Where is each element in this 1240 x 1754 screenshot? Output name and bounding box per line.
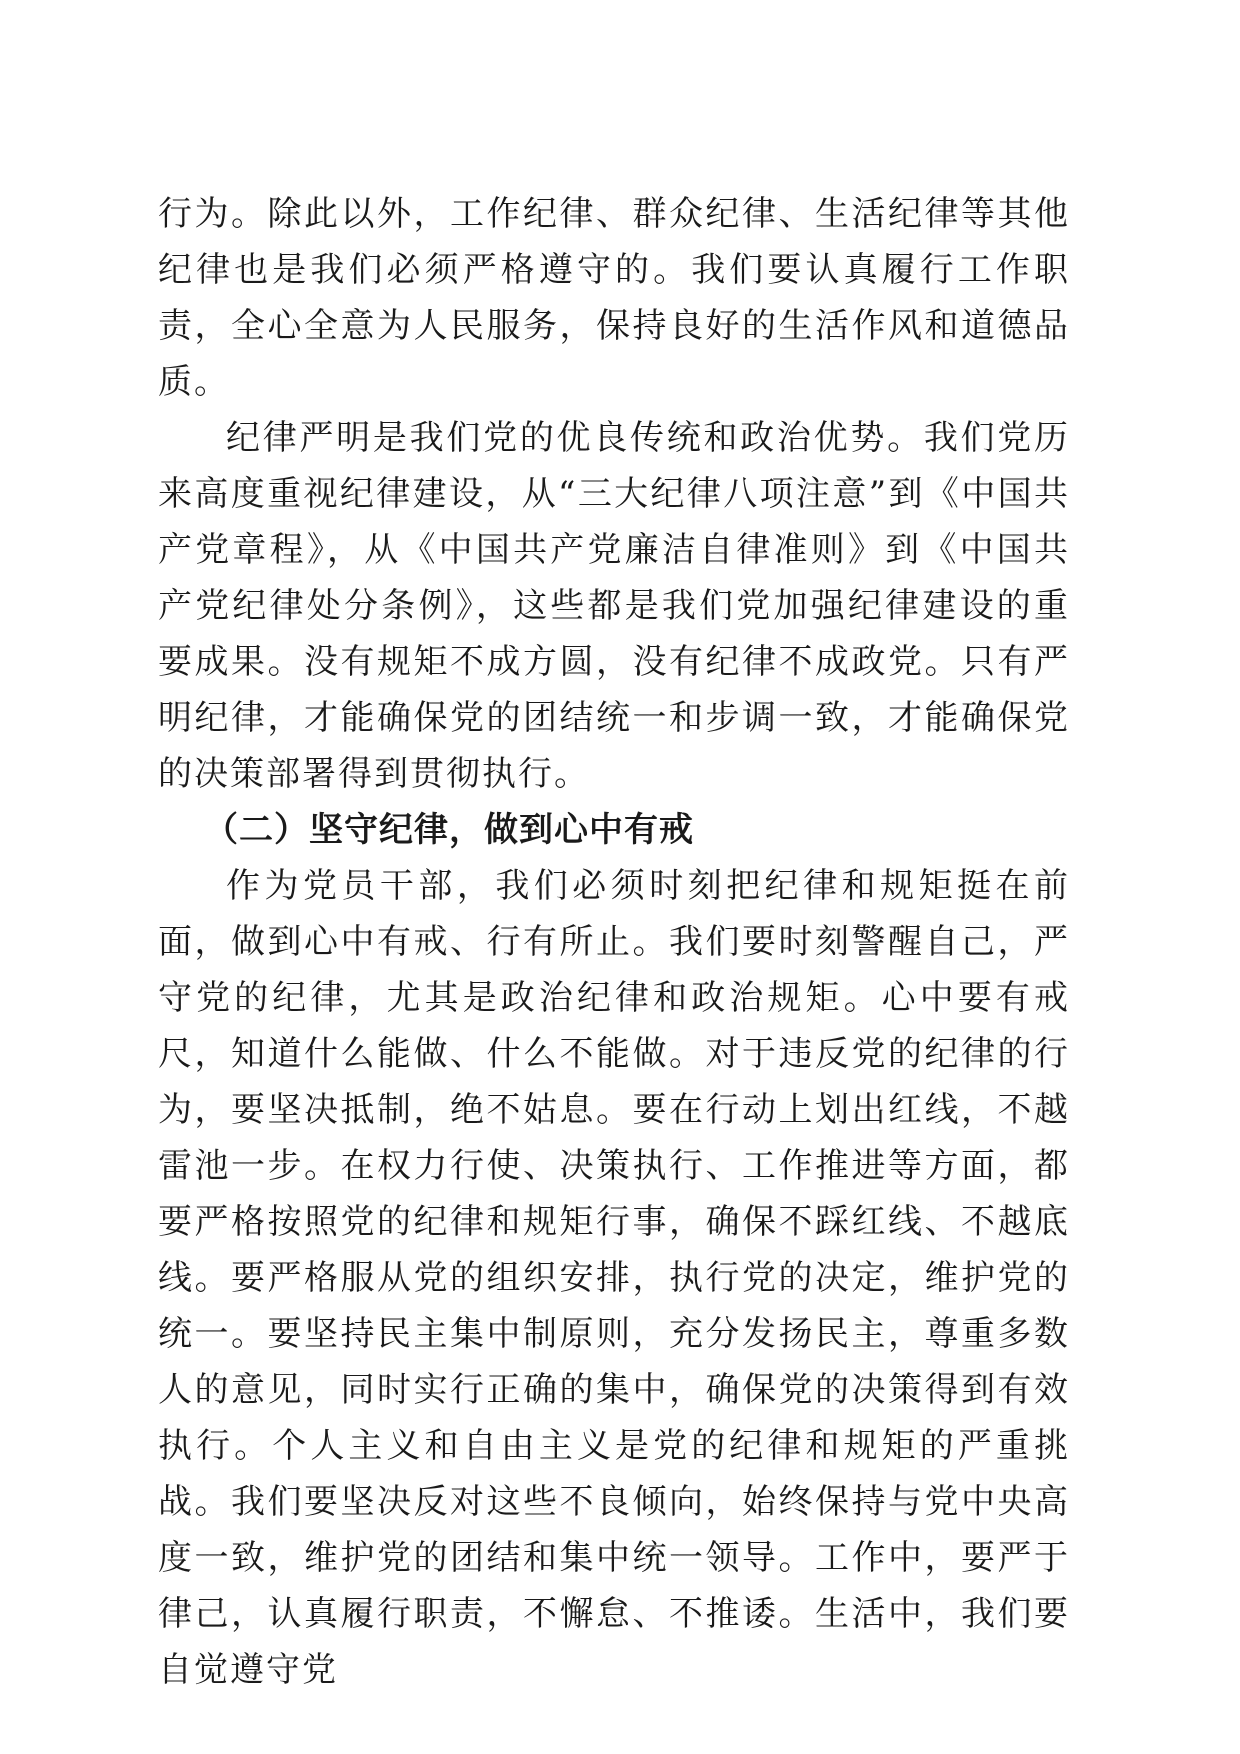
document-body — [158, 186, 1070, 1698]
paragraph-continuation: 行为。除此以外，工作纪律、群众纪律、生活纪律等其他纪律也是我们必须严格遵守的。我们要认真履行工作职责，全心全意为人民服务，保持良好的生活作风和道德品质。 — [158, 194, 1070, 402]
paragraph-keep-discipline: 作为党员干部，我们必须时刻把纪律和规矩挺在前面，做到心中有戒、行有所止。我们要时刻警醒自己，严守党的纪律，尤其是政治纪律和政治规矩。心中要有戒尺，知道什么能做、什么不能做。对于违反党的纪律的行为，要坚决抵制，绝不姑息。要在行动上划出红线，不越雷池一步。在权力行使、决策执行、工作推进等方面，都要严格按照党的纪律和规矩行事，确保不踩红线、不越底线。要严格服从党的组织安排，执行党的决定，维护党的统一。要坚持民主集中制原则，充分发扬民主，尊重多数人的意见，同时实行正确的集中，确保党的决策得到有效执行。个人主义和自由主义是党的纪律和规矩的严重挑战。我们要坚决反对这些不良倾向，始终保持与党中央高度一致，维护党的团结和集中统一领导。工作中，要严于律己，认真履行职责，不懈怠、不推诿。生活中，我们要自觉遵守党 — [158, 866, 1070, 1690]
paragraph-discipline-tradition: 纪律严明是我们党的优良传统和政治优势。我们党历来高度重视纪律建设，从“三大纪律八项注意”到《中国共产党章程》，从《中国共产党廉洁自律准则》到《中国共产党纪律处分条例》，这些都是我们党加强纪律建设的重要成果。没有规矩不成方圆，没有纪律不成政党。只有严明纪律，才能确保党的团结统一和步调一致，才能确保党的决策部署得到贯彻执行。 — [158, 418, 1070, 794]
section-heading: （二）坚守纪律，做到心中有戒 — [204, 810, 694, 850]
